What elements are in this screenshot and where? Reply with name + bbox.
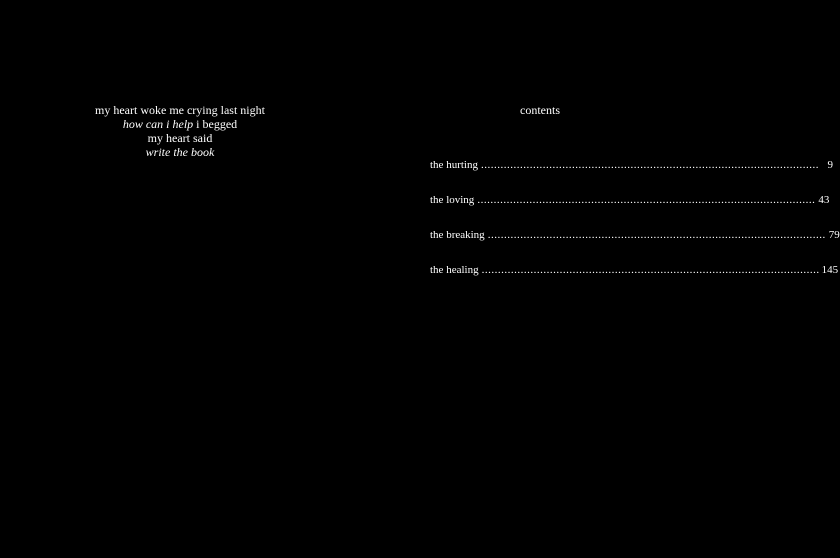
poem-line-2: [0, 117, 360, 131]
toc-entry-page: 79: [828, 229, 840, 241]
toc-entry-healing[interactable]: [430, 263, 839, 277]
poem-line-1: my heart woke me crying last night: [95, 103, 265, 117]
poem-line-2-italic: how can i help: [122, 117, 194, 131]
epigraph-poem: [0, 103, 360, 159]
left-page: [0, 0, 360, 558]
toc-leader-dots: ........................................................................................................: [477, 194, 816, 206]
poem-line-4-italic: write the book: [145, 145, 215, 159]
poem-line-4: [0, 145, 360, 159]
contents-title: contents: [520, 103, 560, 117]
toc-entry-breaking[interactable]: [430, 228, 840, 242]
toc-entry-label: the loving: [430, 194, 475, 206]
poem-line-2-tail: i begged: [193, 117, 238, 131]
right-page: [360, 0, 840, 558]
toc-leader-dots: ........................................................................................................: [480, 159, 819, 171]
toc-leader-dots: ........................................................................................................: [481, 264, 820, 276]
toc-entry-loving[interactable]: [430, 193, 830, 207]
toc-entry-page: 43: [818, 194, 830, 206]
toc-entry-label: the healing: [430, 264, 479, 276]
poem-line-3: my heart said: [147, 131, 213, 145]
toc-entry-page: 145: [821, 264, 839, 276]
toc-leader-dots: ........................................................................................................: [487, 229, 826, 241]
toc-entry-page: 9: [827, 159, 833, 171]
toc-entry-label: the breaking: [430, 229, 485, 241]
toc-entry-label: the hurting: [430, 159, 478, 171]
toc-entry-hurting[interactable]: [430, 158, 833, 172]
